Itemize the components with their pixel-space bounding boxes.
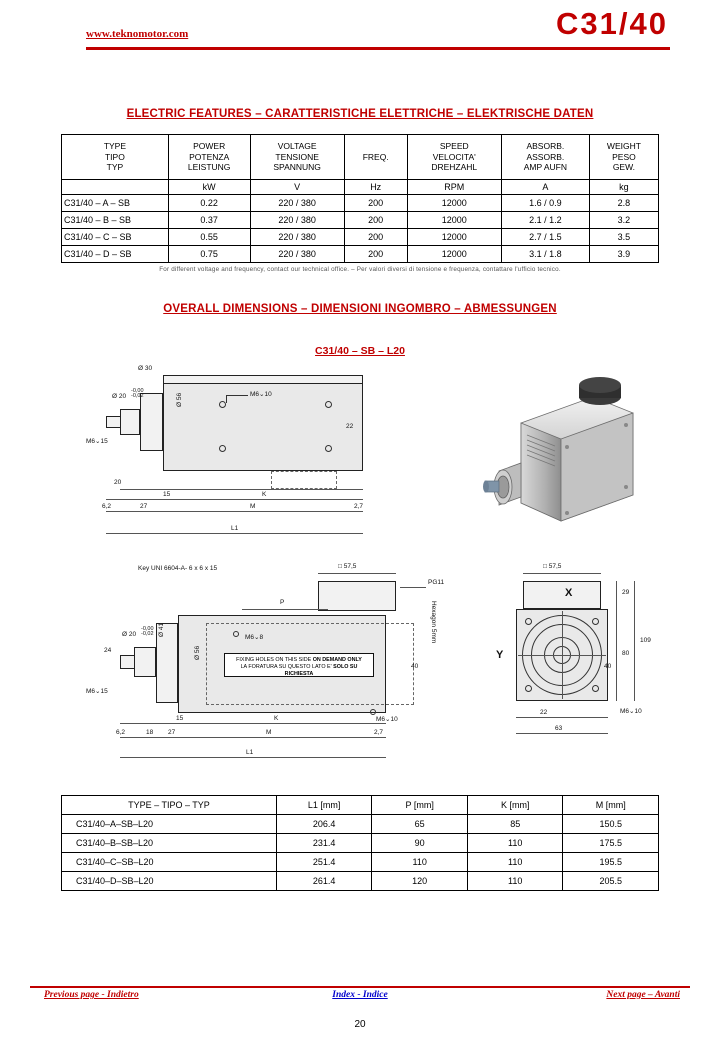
cell-voltage: 220 / 380 xyxy=(250,194,344,211)
connector-box xyxy=(318,581,396,611)
col-head-weight: WEIGHT PESO GEW. xyxy=(589,135,658,180)
cell-absorb: 1.6 / 0.9 xyxy=(501,194,589,211)
cell-freq: 200 xyxy=(344,245,407,262)
hole-icon xyxy=(370,709,376,715)
cell-k: 110 xyxy=(467,852,563,871)
dimension-line xyxy=(523,573,601,574)
label-d56-bottom: Ø 56 xyxy=(194,645,201,660)
footer-divider xyxy=(30,986,690,988)
cell-freq: 200 xyxy=(344,211,407,228)
hole-icon xyxy=(219,445,226,452)
hole-icon xyxy=(325,445,332,452)
cell-speed: 12000 xyxy=(407,211,501,228)
cell-absorb: 2.7 / 1.5 xyxy=(501,228,589,245)
electric-features-title: ELECTRIC FEATURES – CARATTERISTICHE ELETTRICHE – ELEKTRISCHE DATEN xyxy=(126,108,594,120)
cell-power: 0.22 xyxy=(168,194,250,211)
label-29: 29 xyxy=(622,588,630,596)
label-22-bottom: 22 xyxy=(540,708,548,716)
label-27r: 2,7 xyxy=(354,502,364,510)
cell-m: 175.5 xyxy=(563,833,659,852)
page-number: 20 xyxy=(354,1019,366,1030)
electric-features-table xyxy=(61,134,659,263)
optional-holes-outline xyxy=(271,471,337,489)
label-40-right: 40 xyxy=(604,662,612,670)
label-m6-15-bottom: M6⌄15 xyxy=(86,687,108,695)
cell-l1: 231.4 xyxy=(276,833,372,852)
label-key: Key UNI 6604-A- 6 x 6 x 15 xyxy=(138,564,218,572)
dimension-line xyxy=(634,581,635,701)
fixing-holes-note xyxy=(224,653,374,677)
label-18: 18 xyxy=(146,728,154,736)
cell-weight: 3.5 xyxy=(589,228,658,245)
dimensions-table-wrap xyxy=(61,795,659,891)
label-P: P xyxy=(280,598,285,606)
dimensions-table xyxy=(61,795,659,891)
label-m6-10-mid: M6⌄10 xyxy=(376,715,398,723)
cell-l1: 251.4 xyxy=(276,852,372,871)
hole-icon xyxy=(325,401,332,408)
label-27-bottom: 27 xyxy=(168,728,176,736)
table-row xyxy=(62,228,659,245)
spindle-shaft-top xyxy=(106,416,121,428)
label-d20-bottom: Ø 20 xyxy=(122,630,137,638)
previous-page-link[interactable]: Previous page - Indietro xyxy=(44,990,139,1000)
table-row xyxy=(62,211,659,228)
table-units-row xyxy=(62,179,659,194)
unit-type xyxy=(62,179,169,194)
label-20: 20 xyxy=(114,478,122,486)
cell-l1: 261.4 xyxy=(276,871,372,890)
col-head-l1: L1 [mm] xyxy=(276,795,372,814)
electric-features-table-wrap xyxy=(61,134,659,273)
dimension-line xyxy=(106,499,363,500)
spindle-nose-top xyxy=(120,409,140,435)
hole-icon xyxy=(592,618,599,625)
label-24: 24 xyxy=(104,646,112,654)
dimension-line-l1 xyxy=(120,757,386,758)
col-head-freq: FREQ. xyxy=(344,135,407,180)
cell-p: 65 xyxy=(372,814,468,833)
cell-freq: 200 xyxy=(344,228,407,245)
page-title: C31/40 xyxy=(556,6,668,41)
unit-absorb: A xyxy=(501,179,589,194)
label-d56-top: Ø 56 xyxy=(176,392,183,407)
cell-m: 205.5 xyxy=(563,871,659,890)
label-d30: Ø 30 xyxy=(138,364,153,372)
electric-table-note: For different voltage and frequency, contact our technical office. – Per valori diversi di tensione e frequenza, contattare l'ufficio tecnico. xyxy=(159,265,561,273)
cell-m: 195.5 xyxy=(563,852,659,871)
dimension-line xyxy=(120,723,386,724)
product-photo xyxy=(483,375,658,540)
col-head-type: TYPE – TIPO – TYP xyxy=(62,795,277,814)
unit-freq: Hz xyxy=(344,179,407,194)
cell-power: 0.37 xyxy=(168,211,250,228)
cell-type: C31/40 – B – SB xyxy=(62,211,169,228)
leader-line xyxy=(226,395,227,403)
table-header-row xyxy=(62,135,659,180)
technical-drawings xyxy=(28,365,692,785)
table-row xyxy=(62,245,659,262)
table-row xyxy=(62,833,659,852)
note-line2-it-bold: SOLO SU RICHIESTA xyxy=(284,664,358,678)
label-L1-top: L1 xyxy=(231,524,239,532)
cell-voltage: 220 / 380 xyxy=(250,211,344,228)
cell-type: C31/40 – C – SB xyxy=(62,228,169,245)
label-square-575-right: □ 57,5 xyxy=(543,562,562,570)
cell-type: C31/40–D–SB–L20 xyxy=(62,871,277,890)
unit-weight: kg xyxy=(589,179,658,194)
label-K-top: K xyxy=(262,490,267,498)
cell-l1: 206.4 xyxy=(276,814,372,833)
col-head-voltage: VOLTAGE TENSIONE SPANNUNG xyxy=(250,135,344,180)
header-divider xyxy=(86,47,670,50)
cell-speed: 12000 xyxy=(407,194,501,211)
hole-icon xyxy=(525,618,532,625)
cell-speed: 12000 xyxy=(407,245,501,262)
cell-p: 90 xyxy=(372,833,468,852)
table-row xyxy=(62,852,659,871)
label-d20-tolerance-bottom: -0,00 -0,02 xyxy=(141,625,154,638)
cell-weight: 2.8 xyxy=(589,194,658,211)
label-27: 27 xyxy=(140,502,148,510)
dimension-line-p xyxy=(242,609,328,610)
label-d20-top: Ø 20 xyxy=(112,392,127,400)
label-square-575-top: □ 57,5 xyxy=(338,562,357,570)
marker-y: Y xyxy=(496,648,504,661)
leader-line xyxy=(226,395,248,396)
cell-k: 110 xyxy=(467,833,563,852)
hole-icon xyxy=(592,685,599,692)
label-40-mid: 40 xyxy=(411,662,419,670)
cell-k: 85 xyxy=(467,814,563,833)
label-22-top: 22 xyxy=(346,422,354,430)
col-head-power: POWER POTENZA LEISTUNG xyxy=(168,135,250,180)
centerline-horizontal xyxy=(518,655,606,656)
website-link[interactable]: www.teknomotor.com xyxy=(86,28,189,40)
cell-type: C31/40–A–SB–L20 xyxy=(62,814,277,833)
spindle-flange-top xyxy=(140,393,163,451)
hole-icon xyxy=(219,401,226,408)
cell-absorb: 2.1 / 1.2 xyxy=(501,211,589,228)
cell-speed: 12000 xyxy=(407,228,501,245)
label-109: 109 xyxy=(640,636,651,644)
note-line2-it: LA FORATURA SU QUESTO LATO E' xyxy=(240,664,332,671)
page-header xyxy=(28,0,692,78)
hole-icon xyxy=(525,685,532,692)
label-62-bottom: 6,2 xyxy=(116,728,126,736)
dimension-line xyxy=(616,581,617,701)
label-15-bottom: 15 xyxy=(176,714,184,722)
table-header-row xyxy=(62,795,659,814)
label-m6-10-right: M6⌄10 xyxy=(620,707,642,715)
table-row xyxy=(62,194,659,211)
cell-power: 0.55 xyxy=(168,228,250,245)
label-L1-bottom: L1 xyxy=(246,748,254,756)
cell-p: 110 xyxy=(372,852,468,871)
hole-icon xyxy=(233,631,239,637)
col-head-speed: SPEED VELOCITA' DREHZAHL xyxy=(407,135,501,180)
label-m6-8: M6⌄8 xyxy=(245,633,264,641)
label-15-top: 15 xyxy=(163,490,171,498)
label-d41: Ø 41 xyxy=(158,622,165,637)
cell-k: 110 xyxy=(467,871,563,890)
label-pg11: PG11 xyxy=(428,578,445,586)
label-hexagon: Hexagon 5mm xyxy=(430,600,437,644)
next-page-link[interactable]: Next page – Avanti xyxy=(606,990,680,1000)
col-head-type: TYPE TIPO TYP xyxy=(62,135,169,180)
col-head-k: K [mm] xyxy=(467,795,563,814)
col-head-p: P [mm] xyxy=(372,795,468,814)
spindle-top-strip xyxy=(163,375,363,384)
marker-x: X xyxy=(565,586,573,599)
label-K-bottom: K xyxy=(274,714,279,722)
label-m6-15-top: M6⌄15 xyxy=(86,437,108,445)
dimension-line xyxy=(120,737,386,738)
label-80: 80 xyxy=(622,649,630,657)
overall-dimensions-title: OVERALL DIMENSIONS – DIMENSIONI INGOMBRO – ABMESSUNGEN xyxy=(163,302,557,315)
cell-m: 150.5 xyxy=(563,814,659,833)
drawing-model-title: C31/40 – SB – L20 xyxy=(315,344,405,357)
index-link[interactable]: Index - Indice xyxy=(332,990,388,1000)
cell-type: C31/40–B–SB–L20 xyxy=(62,833,277,852)
label-m6-10-top: M6⌄10 xyxy=(250,390,272,398)
dimension-line xyxy=(120,489,363,490)
spindle-shaft-bottom xyxy=(120,655,135,669)
cell-power: 0.75 xyxy=(168,245,250,262)
dimension-line xyxy=(516,717,608,718)
note-line1-en: FIXING HOLES ON THIS SIDE xyxy=(236,656,312,663)
unit-power: kW xyxy=(168,179,250,194)
front-connector-block xyxy=(523,581,601,609)
note-line1-en-bold: ON DEMAND ONLY xyxy=(312,656,362,663)
cell-p: 120 xyxy=(372,871,468,890)
cell-voltage: 220 / 380 xyxy=(250,228,344,245)
label-M-top: M xyxy=(250,502,256,510)
cell-voltage: 220 / 380 xyxy=(250,245,344,262)
label-d20-tolerance: -0,00 -0,02 xyxy=(131,387,144,400)
col-head-m: M [mm] xyxy=(563,795,659,814)
label-27r2: 2,7 xyxy=(374,728,384,736)
label-62-top: 6,2 xyxy=(102,502,112,510)
spindle-nose-bottom xyxy=(134,647,156,677)
table-row xyxy=(62,871,659,890)
cell-absorb: 3.1 / 1.8 xyxy=(501,245,589,262)
label-M-bottom: M xyxy=(266,728,272,736)
unit-speed: RPM xyxy=(407,179,501,194)
cell-type: C31/40–C–SB–L20 xyxy=(62,852,277,871)
dimension-line xyxy=(318,573,396,574)
leader-line xyxy=(400,587,426,588)
page-footer xyxy=(30,990,690,1010)
label-63: 63 xyxy=(555,724,563,732)
dimension-line-l1 xyxy=(106,533,363,534)
cell-weight: 3.9 xyxy=(589,245,658,262)
cell-type: C31/40 – A – SB xyxy=(62,194,169,211)
table-row xyxy=(62,814,659,833)
dimension-line xyxy=(516,733,608,734)
col-head-absorb: ABSORB. ASSORB. AMP AUFN xyxy=(501,135,589,180)
unit-voltage: V xyxy=(250,179,344,194)
dimension-line xyxy=(106,511,363,512)
cell-type: C31/40 – D – SB xyxy=(62,245,169,262)
cell-freq: 200 xyxy=(344,194,407,211)
cell-weight: 3.2 xyxy=(589,211,658,228)
